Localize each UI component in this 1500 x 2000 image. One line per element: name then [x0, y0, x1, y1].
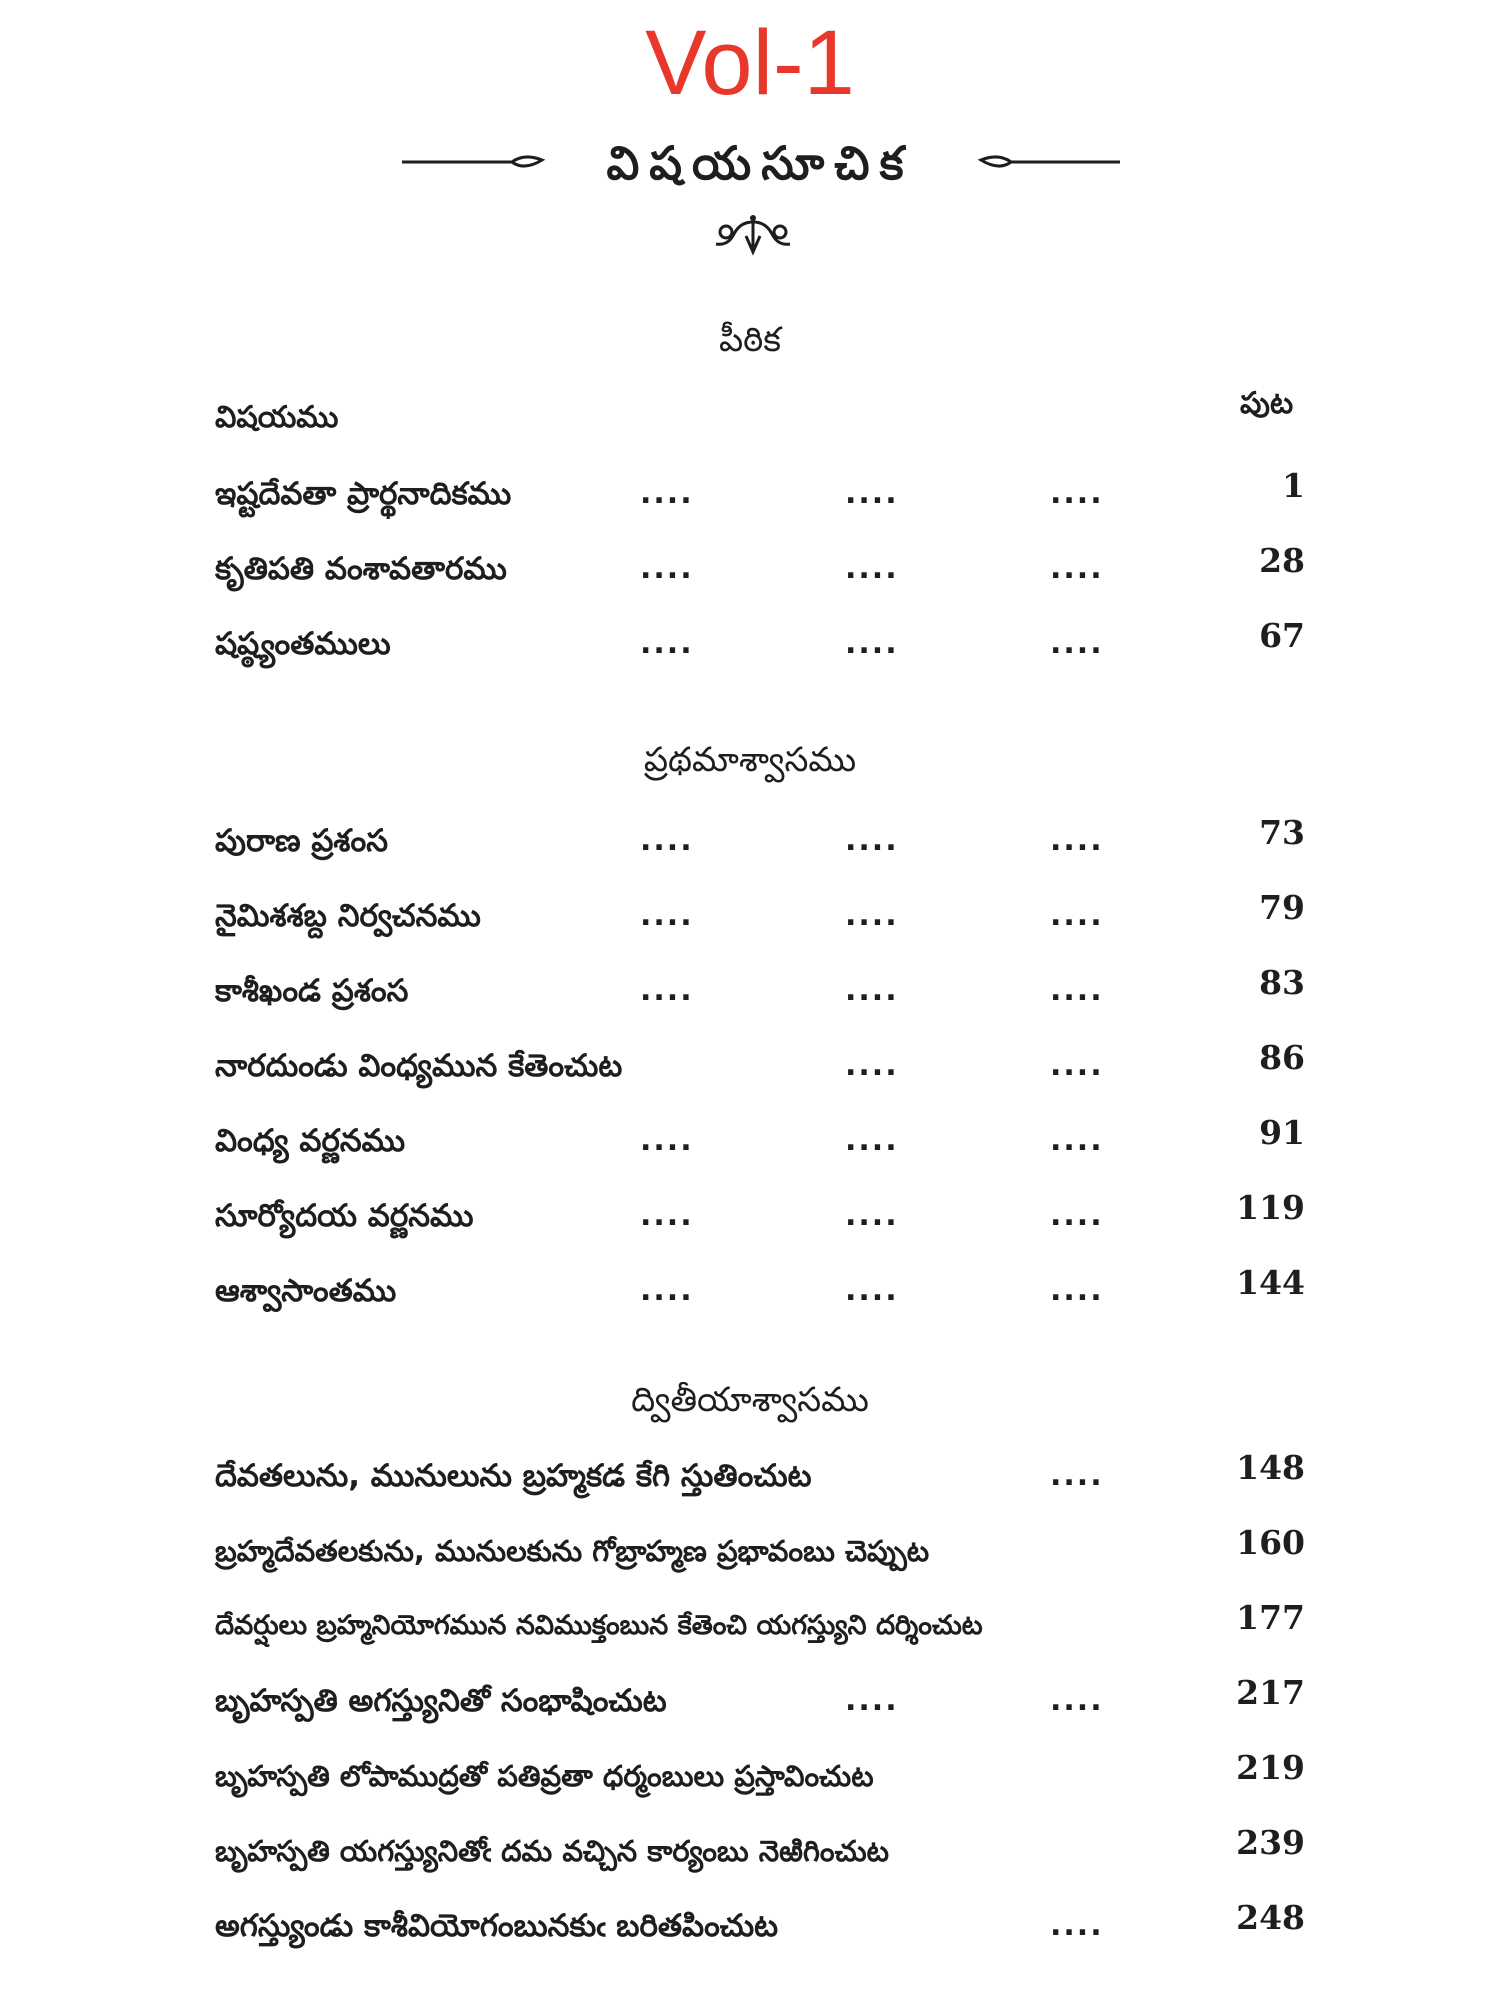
entry-title: దేవతలును, మునులును బ్రహ్మకడ కేగి స్తుతించుట — [215, 1458, 812, 1494]
entry-page-number: 119 — [1236, 1188, 1305, 1227]
section-title-first-canto: ప్రథమాశ్వాసము — [643, 740, 857, 780]
section-title-preface: పీఠిక — [718, 320, 782, 360]
toc-entry[interactable] — [215, 1265, 1305, 1317]
leader-dots: .... — [640, 551, 694, 586]
leader-dots: .... — [640, 898, 694, 933]
leader-dots: .... — [845, 1273, 899, 1308]
entry-title: సూర్యోదయ వర్ణనము — [215, 1198, 474, 1234]
entry-page-number: 79 — [1259, 888, 1305, 927]
leader-dots: .... — [845, 476, 899, 511]
leader-dots: .... — [640, 1123, 694, 1158]
toc-entry[interactable] — [215, 1115, 1305, 1167]
entry-title: కాశీఖండ ప్రశంస — [215, 973, 409, 1009]
contents-heading-row — [400, 128, 1120, 198]
toc-entry[interactable] — [215, 890, 1305, 942]
contents-heading: విషయసూచిక — [606, 136, 914, 190]
entry-page-number: 148 — [1236, 1448, 1305, 1487]
leader-dots: .... — [1050, 1683, 1104, 1718]
section-title-second-canto: ద్వితీయాశ్వాసము — [631, 1380, 869, 1420]
leader-dots: .... — [845, 626, 899, 661]
leader-dots: .... — [640, 1198, 694, 1233]
leader-dots: .... — [845, 973, 899, 1008]
leader-dots: .... — [640, 973, 694, 1008]
toc-entry[interactable] — [215, 1525, 1305, 1577]
entry-page-number: 160 — [1236, 1523, 1305, 1562]
leader-dots: .... — [640, 1273, 694, 1308]
entry-title: బృహస్పతి అగస్త్యునితో సంభాషించుట — [215, 1683, 667, 1719]
toc-entry[interactable] — [215, 543, 1305, 595]
leader-dots: .... — [1050, 626, 1104, 661]
entry-title: అగస్త్యుండు కాశీవియోగంబునకుఁ బరితపించుట — [215, 1908, 779, 1944]
leader-dots: .... — [1050, 1458, 1104, 1493]
leader-dots: .... — [1050, 823, 1104, 858]
entry-title: ఆశ్వాసాంతము — [215, 1273, 397, 1309]
leader-dots: .... — [845, 1048, 899, 1083]
entry-page-number: 1 — [1282, 466, 1305, 505]
toc-entry[interactable] — [215, 1825, 1305, 1877]
leader-dots: .... — [845, 823, 899, 858]
entry-page-number: 219 — [1236, 1748, 1305, 1787]
leader-dots: .... — [845, 551, 899, 586]
toc-entry[interactable] — [215, 1190, 1305, 1242]
entry-title: దేవర్షులు బ్రహ్మనియోగమున నవిముక్తంబున కేతెంచి యగస్త్యుని దర్శించుట — [215, 1610, 983, 1641]
entry-page-number: 91 — [1259, 1113, 1305, 1152]
toc-entry[interactable] — [215, 468, 1305, 520]
entry-page-number: 217 — [1236, 1673, 1305, 1712]
toc-entry[interactable] — [215, 1040, 1305, 1092]
entry-title: బృహస్పతి లోపాముద్రతో పతివ్రతా ధర్మంబులు ప్రస్తావించుట — [215, 1759, 874, 1793]
entry-page-number: 67 — [1259, 616, 1305, 655]
fleuron-ornament-icon — [710, 212, 796, 256]
leader-dots: .... — [845, 1198, 899, 1233]
right-ornament-rule — [978, 150, 1123, 174]
toc-entry[interactable] — [215, 815, 1305, 867]
left-ornament-rule — [400, 150, 545, 174]
entry-title: పురాణ ప్రశంస — [215, 823, 388, 859]
leader-dots: .... — [640, 823, 694, 858]
leader-dots: .... — [845, 898, 899, 933]
entry-title: వింధ్య వర్ణనము — [215, 1123, 406, 1159]
toc-entry[interactable] — [215, 1900, 1305, 1952]
leader-dots: .... — [1050, 1273, 1104, 1308]
leader-dots: .... — [1050, 1123, 1104, 1158]
entry-title: బృహస్పతి యగస్త్యునితోఁ దమ వచ్చిన కార్యంబు నెఱిగించుట — [215, 1834, 890, 1868]
leader-dots: .... — [1050, 476, 1104, 511]
toc-entry[interactable] — [215, 1675, 1305, 1727]
toc-entry[interactable] — [215, 965, 1305, 1017]
leader-dots: .... — [1050, 1198, 1104, 1233]
entry-title: కృతిపతి వంశావతారము — [215, 551, 507, 587]
entry-page-number: 177 — [1236, 1598, 1305, 1637]
entry-title: ఇష్టదేవతా ప్రార్థనాదికము — [215, 476, 512, 512]
entry-page-number: 86 — [1259, 1038, 1305, 1077]
volume-label: Vol-1 — [645, 12, 855, 114]
leader-dots: .... — [1050, 551, 1104, 586]
toc-entry[interactable] — [215, 1750, 1305, 1802]
toc-entry[interactable] — [215, 1450, 1305, 1502]
entry-page-number: 83 — [1259, 963, 1305, 1002]
entry-page-number: 248 — [1236, 1898, 1305, 1937]
entry-page-number: 239 — [1236, 1823, 1305, 1862]
column-header-page: పుట — [1240, 386, 1294, 421]
leader-dots: .... — [1050, 973, 1104, 1008]
entry-title: బ్రహ్మదేవతలకును, మునులకును గోబ్రాహ్మణ ప్రభావంబు చెప్పుట — [215, 1534, 930, 1568]
entry-title: నైమిశశబ్ద నిర్వచనము — [215, 898, 481, 934]
leader-dots: .... — [640, 626, 694, 661]
leader-dots: .... — [640, 476, 694, 511]
leader-dots: .... — [1050, 1048, 1104, 1083]
column-header-topic: విషయము — [215, 400, 339, 435]
leader-dots: .... — [845, 1123, 899, 1158]
entry-page-number: 28 — [1259, 541, 1305, 580]
entry-title: షష్ఠ్యంతములు — [215, 626, 391, 662]
entry-title: నారదుండు వింధ్యమున కేతెంచుట — [215, 1048, 623, 1084]
toc-entry[interactable] — [215, 1600, 1305, 1652]
entry-page-number: 144 — [1236, 1263, 1305, 1302]
leader-dots: .... — [1050, 1908, 1104, 1943]
leader-dots: .... — [1050, 898, 1104, 933]
entry-page-number: 73 — [1259, 813, 1305, 852]
leader-dots: .... — [845, 1683, 899, 1718]
toc-entry[interactable] — [215, 618, 1305, 670]
